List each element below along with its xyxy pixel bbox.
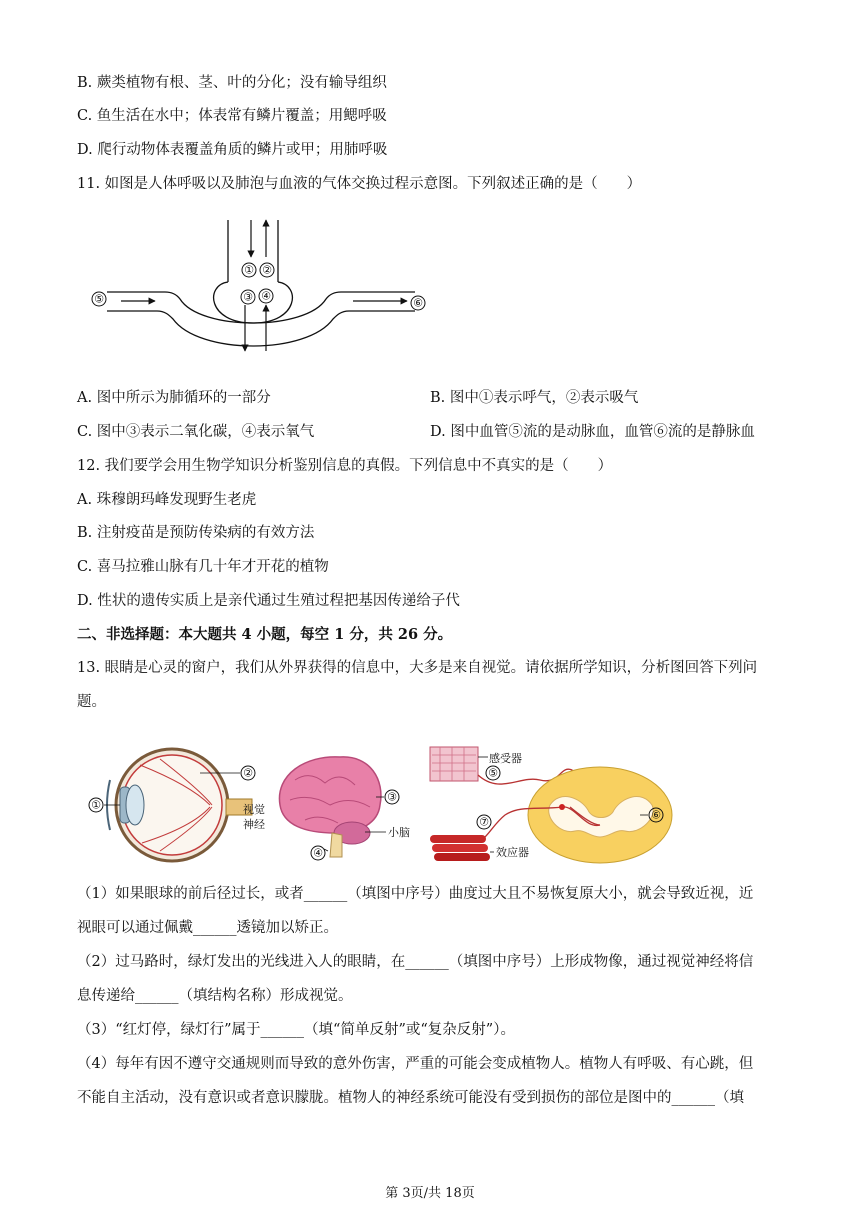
svg-text:①: ①	[244, 263, 254, 277]
option-a-q11: A. 图中所示为肺循环的一部分	[77, 390, 271, 406]
svg-text:④: ④	[261, 289, 271, 303]
label-6	[649, 808, 663, 822]
option-c-q12: C. 喜马拉雅山脉有几十年才开花的植物	[77, 559, 329, 575]
label-1	[242, 263, 256, 277]
svg-text:②: ②	[243, 766, 253, 780]
option-c-q10: C. 鱼生活在水中；体表常有鳞片覆盖；用鳃呼吸	[77, 108, 387, 124]
question-13-line1: 13. 眼睛是心灵的窗户，我们从外界获得的信息中，大多是来自视觉。请依据所学知识，分析图回答下列问	[77, 660, 758, 676]
label-3	[241, 290, 255, 304]
label-2	[260, 263, 274, 277]
question-12: 12. 我们要学会用生物学知识分析鉴别信息的真假。下列信息中不真实的是（ ）	[77, 458, 613, 474]
option-b-q11: B. 图中①表示呼气，②表示吸气	[430, 390, 639, 406]
eye-brain-reflex-diagram	[80, 735, 680, 870]
label-6	[411, 296, 425, 310]
optic-nerve-label-1: 视觉	[243, 803, 265, 816]
sub-question-1-line1: （1）如果眼球的前后径过长，或者______（填图中序号）曲度过大且不易恢复原大小，就会导致近视，近	[77, 886, 754, 902]
question-11: 11. 如图是人体呼吸以及肺泡与血液的气体交换过程示意图。下列叙述正确的是（ ）	[77, 176, 642, 192]
svg-text:①: ①	[91, 798, 101, 812]
receptor-tissue	[430, 747, 478, 781]
svg-text:⑤: ⑤	[94, 292, 104, 306]
label-4	[259, 289, 273, 303]
optic-nerve-label-2: 神经	[243, 818, 265, 831]
sub-question-3: （3）“红灯停，绿灯行”属于______（填“简单反射”或“复杂反射”）。	[77, 1022, 515, 1038]
label-5	[486, 766, 500, 780]
respiration-diagram	[85, 215, 435, 360]
option-d-q11: D. 图中血管⑤流的是动脉血，血管⑥流的是静脉血	[430, 424, 755, 440]
option-d-q12: D. 性状的遗传实质上是亲代通过生殖过程把基因传递给子代	[77, 593, 460, 609]
sub-question-2-line2: 息传递给______（填结构名称）形成视觉。	[77, 988, 353, 1004]
svg-text:③: ③	[243, 290, 253, 304]
svg-text:⑥: ⑥	[413, 296, 423, 310]
label-1	[89, 798, 103, 812]
eyeball-diagram	[107, 749, 252, 861]
option-c-q11: C. 图中③表示二氧化碳，④表示氧气	[77, 424, 315, 440]
cerebellum-label: 小脑	[388, 826, 410, 839]
sub-question-4-line2: 不能自主活动，没有意识或者意识朦胧。植物人的神经系统可能没有受到损伤的部位是图中的______（填	[77, 1090, 744, 1106]
effector-label: 效应器	[496, 846, 529, 859]
label-5	[92, 292, 106, 306]
sub-question-4-line1: （4）每年有因不遵守交通规则而导致的意外伤害，严重的可能会变成植物人。植物人有呼吸、有心跳，但	[77, 1056, 754, 1072]
option-b-q12: B. 注射疫苗是预防传染病的有效方法	[77, 525, 315, 541]
receptor-label: 感受器	[489, 752, 522, 765]
brain-diagram	[279, 757, 380, 857]
svg-text:⑥: ⑥	[651, 808, 661, 822]
svg-text:⑦: ⑦	[479, 815, 489, 829]
option-b-q10: B. 蕨类植物有根、茎、叶的分化；没有输导组织	[77, 75, 387, 91]
page-footer: 第 3页/共 18页	[385, 1186, 475, 1201]
label-7	[477, 815, 491, 829]
svg-text:⑤: ⑤	[488, 766, 498, 780]
svg-text:③: ③	[387, 790, 397, 804]
label-2	[241, 766, 255, 780]
label-4	[311, 846, 325, 860]
sub-question-2-line1: （2）过马路时，绿灯发出的光线进入人的眼睛，在______（填图中序号）上形成物像，通过视觉神经将信	[77, 954, 754, 970]
section-2-heading: 二、非选择题：本大题共 4 小题，每空 1 分，共 26 分。	[77, 626, 453, 643]
svg-text:④: ④	[313, 846, 323, 860]
label-3	[385, 790, 399, 804]
option-d-q10: D. 爬行动物体表覆盖角质的鳞片或甲；用肺呼吸	[77, 142, 388, 158]
effector-muscle	[430, 835, 490, 861]
option-a-q12: A. 珠穆朗玛峰发现野生老虎	[77, 492, 257, 508]
question-13-line2: 题。	[77, 694, 106, 710]
svg-text:②: ②	[262, 263, 272, 277]
sub-question-1-line2: 视眼可以通过佩戴______透镜加以矫正。	[77, 920, 338, 936]
